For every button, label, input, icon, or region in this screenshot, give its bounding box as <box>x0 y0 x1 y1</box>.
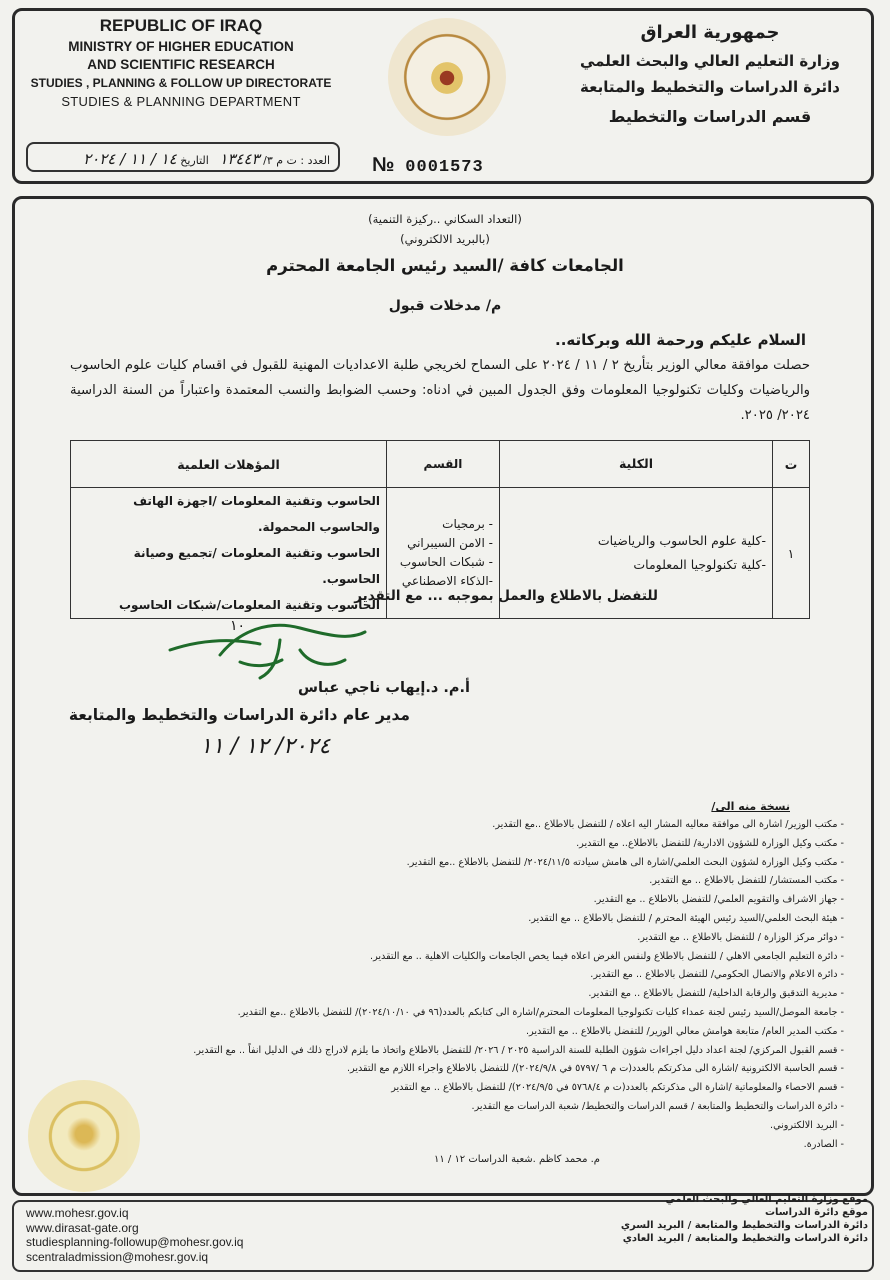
qualification-item: الحاسوب وتقنية المعلومات /اجهزة الهاتف والحاسوب المحمولة. <box>133 494 380 534</box>
list-item: - هيئة البحث العلمي/السيد رئيس الهيئة المحترم / للتفضل بالاطلاع .. مع التقدير. <box>24 910 844 929</box>
reference-box <box>26 142 340 172</box>
body-paragraph: حصلت موافقة معالي الوزير بتأريخ ٢ / ١١ / ٢٠٢٤ على السماح لخريجي طلبة الاعداديات المهنية للقبول في اقسام كليات علوم الحاسوب والرياضيات وكليات تكنولوجيا المعلومات وفق الجدول المبين في ادناه: وحسب الضوابط والنسب المعتمدة واعتباراً من السنة الدراسية ٢٠٢٤/ ٢٠٢٥. <box>70 358 811 423</box>
list-item: - دوائر مركز الوزارة / للتفضل بالاطلاع .. مع التقدير. <box>24 929 844 948</box>
list-item: - دائرة الدراسات والتخطيط والمتابعة / قسم الدراسات والتخطيط/ شعبة الدراسات مع التقدير. <box>24 1098 844 1117</box>
closing-line: للتفضل بالاطلاع والعمل بموجبه ... مع التقدير <box>354 588 658 604</box>
ref-number: ١٣٤٤٣ <box>219 150 260 168</box>
country-ar: جمهورية العراق <box>640 22 780 43</box>
list-item: - مكتب الوزير/ اشارة الى موافقة معاليه المشار اليه اعلاه / للتفضل بالاطلاع ..مع التقدير. <box>24 816 844 835</box>
table-header-row <box>71 441 810 488</box>
ref-date-label: التاريخ <box>180 154 209 167</box>
list-item: - جهاز الاشراف والتقويم العلمي/ للتفضل بالاطلاع .. مع التقدير. <box>24 891 844 910</box>
ministry-en-line2: AND SCIENTIFIC RESEARCH <box>87 57 275 72</box>
list-item: - دائرة التعليم الجامعي الاهلي / للتفضل بالاطلاع ولنفس الغرض اعلاه فيما يخص الجامعات والكليات الاهلية .. مع التقدير. <box>24 948 844 967</box>
footer-label: دائرة الدراسات والتخطيط والمتابعة / البريد العادي <box>622 1233 868 1244</box>
copies-list <box>24 816 844 1154</box>
footer-email-admission[interactable]: scentraladmission@mohesr.gov.iq <box>26 1249 209 1264</box>
footer-label: موقع وزارة التعليم العالي والبحث العلمي <box>665 1194 868 1205</box>
signed-date: ٢٠٢٤/ ١٢ / ١١ <box>200 734 331 759</box>
addressee: الجامعات كافة /السيد رئيس الجامعة المحترم <box>266 256 624 275</box>
department-en: STUDIES & PLANNING DEPARTMENT <box>61 94 301 109</box>
signer-title: مدير عام دائرة الدراسات والتخطيط والمتابعة <box>68 706 410 724</box>
subject-line: م/ مدخلات قبول <box>388 298 502 314</box>
list-item: - قسم الاحصاء والمعلوماتية /اشارة الى مذكرتكم بالعدد(ت م ٥٧٦٨/٤ في ٢٠٢٤/٩/٥)/ للتفضل بالاطلاع .. مع التقدير <box>24 1079 844 1098</box>
college-item: -كلية تكنولوجيا المعلومات <box>633 557 766 572</box>
footer-link-ministry[interactable]: www.mohesr.gov.iq <box>26 1206 129 1220</box>
footer-email-studies[interactable]: studiesplanning-followup@mohesr.gov.iq <box>26 1235 244 1249</box>
letterhead-english <box>22 14 340 112</box>
list-item: - دائرة الاعلام والاتصال الحكومي/ للتفضل بالاطلاع .. مع التقدير. <box>24 966 844 985</box>
department-item: -الذكاء الاصطناعي <box>401 574 493 588</box>
delivery-line: (بالبريد الالكتروني) <box>400 232 490 246</box>
row-qualifications <box>71 488 387 619</box>
country-en: REPUBLIC OF IRAQ <box>99 16 263 35</box>
serial-number <box>372 154 484 177</box>
row-num: ١ <box>773 488 810 619</box>
list-item: - مكتب وكيل الوزارة لشؤون البحث العلمي/اشارة الى هامش سيادته ٢٠٢٤/١١/٥/ للتفضل بالاطلاع ..مع التقدير. <box>24 854 844 873</box>
list-item: - قسم القبول المركزي/ لجنة اعداد دليل اجراءات شؤون الطلبة للسنة الدراسية ٢٠٢٥ / ٢٠٢٦/ للتفضل بالاطلاع واتخاذ ما يلزم لادراج ذلك في الدليل انفاً .. مع التقدير. <box>24 1042 844 1061</box>
footer-label: دائرة الدراسات والتخطيط والمتابعة / البريد السري <box>620 1220 868 1231</box>
directorate-ar: دائرة الدراسات والتخطيط والمتابعة <box>580 78 840 96</box>
list-item: - مكتب المستشار/ للتفضل بالاطلاع .. مع التقدير. <box>24 872 844 891</box>
col-header-qualifications: المؤهلات العلمية <box>71 441 387 488</box>
signature-icon <box>160 610 380 690</box>
serial-value: 0001573 <box>405 158 484 177</box>
list-item: - مكتب وكيل الوزارة للشؤون الادارية/ للتفضل بالاطلاع.. مع التقدير. <box>24 835 844 854</box>
ministry-logo-icon <box>388 18 506 136</box>
signature-number: ١٠ <box>230 618 246 634</box>
ref-label: العدد : ت م ٣/ <box>263 154 330 167</box>
author-line: م. محمد كاظم .شعبة الدراسات ١٢ / ١١ <box>433 1154 600 1165</box>
footer-link-dirasat[interactable]: www.dirasat-gate.org <box>26 1220 139 1235</box>
ministry-ar: وزارة التعليم العالي والبحث العلمي <box>579 52 841 70</box>
footer-links <box>26 1206 243 1264</box>
department-item: - شبكات الحاسوب <box>399 555 493 569</box>
copies-heading: نسخة منه الى/ <box>711 800 790 813</box>
list-item: - مديرية التدقيق والرقابة الداخلية/ للتفضل بالاطلاع .. مع التقدير. <box>24 985 844 1004</box>
department-ar: قسم الدراسات والتخطيط <box>608 107 812 126</box>
letterhead-arabic <box>560 18 860 134</box>
department-item: - الامن السيبراني <box>407 536 493 550</box>
department-item: - برمجيات <box>442 517 493 531</box>
footer-labels-ar <box>621 1193 868 1245</box>
directorate-en: STUDIES , PLANNING & FOLLOW UP DIRECTORATE <box>30 76 332 90</box>
serial-symbol: № <box>372 154 396 176</box>
ref-date: ١٤ / ١١ / ٢٠٢٤ <box>83 150 177 168</box>
qualification-item: الحاسوب وتقنية المعلومات/شبكات الحاسوب <box>119 598 380 612</box>
col-header-department: القسم <box>387 441 500 488</box>
col-header-college: الكلية <box>500 441 773 488</box>
list-item: - مكتب المدير العام/ متابعة هوامش معالي الوزير/ للتفضل بالاطلاع .. مع التقدير. <box>24 1023 844 1042</box>
col-header-num: ت <box>773 441 810 488</box>
greeting: السلام عليكم ورحمة الله وبركاته.. <box>555 331 806 349</box>
signer-name: أ.م. د.إيهاب ناجي عباس <box>298 680 470 696</box>
qualification-item: الحاسوب وتقنية المعلومات /تجميع وصيانة الحاسوب. <box>133 546 380 586</box>
list-item: - البريد الالكتروني. <box>24 1117 844 1136</box>
list-item: - الصادرة. <box>24 1136 844 1155</box>
campaign-line: (التعداد السكاني ..ركيزة التنمية) <box>368 212 522 226</box>
ministry-en-line1: MINISTRY OF HIGHER EDUCATION <box>68 39 294 54</box>
college-item: -كلية علوم الحاسوب والرياضيات <box>597 533 766 548</box>
ministry-seal-icon <box>28 1080 140 1192</box>
footer-label: موقع دائرة الدراسات <box>764 1207 868 1218</box>
list-item: - قسم الحاسبة الالكترونية /اشارة الى مذكرتكم بالعدد(ت م ٦ /٥٧٩٧ في ٢٠٢٤/٩/٨)/ للتفضل بالاطلاع واجراء اللازم مع التقدير. <box>24 1060 844 1079</box>
list-item: - جامعة الموصل/السيد رئيس لجنة عمداء كليات تكنولوجيا المعلومات المحترم/اشارة الى كتابكم بالعدد(٩٦ في ٢٠٢٤/١٠/١٠)/ للتفضل بالاطلاع ..مع التقدير. <box>24 1004 844 1023</box>
